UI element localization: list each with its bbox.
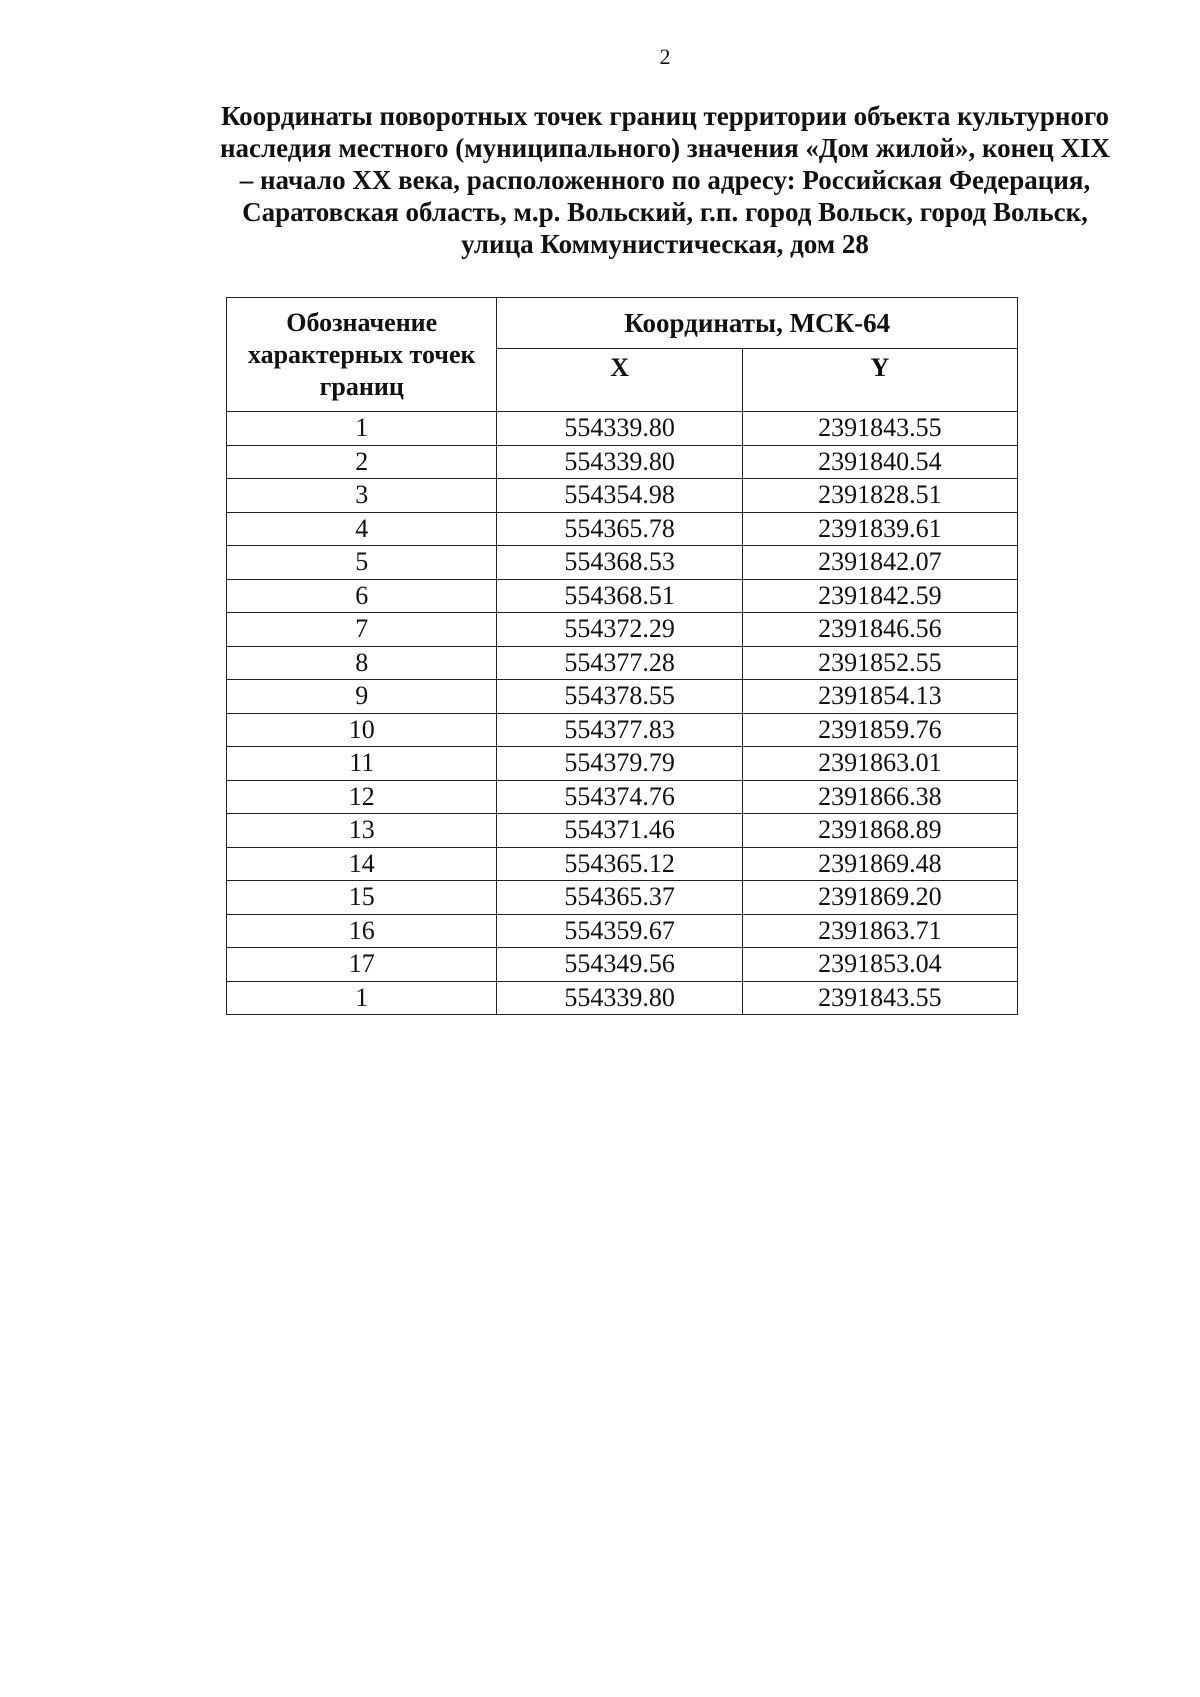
x-coordinate-cell: 554359.67: [497, 914, 742, 948]
title-line: – начало XX века, расположенного по адресу: Российская Федерация,: [239, 165, 1091, 195]
point-cell: 3: [227, 479, 497, 513]
point-cell: 2: [227, 445, 497, 479]
x-coordinate-cell: 554377.83: [497, 713, 742, 747]
point-cell: 7: [227, 613, 497, 647]
table-row: [227, 613, 1018, 647]
x-coordinate-cell: 554339.80: [497, 981, 742, 1015]
title-line: улица Коммунистическая, дом 28: [461, 229, 869, 259]
table-row: [227, 445, 1018, 479]
page-number: 2: [659, 44, 671, 69]
table-row: [227, 981, 1018, 1015]
point-cell: 1: [227, 981, 497, 1015]
y-coordinate-cell: 2391859.76: [742, 713, 1017, 747]
point-cell: 8: [227, 646, 497, 680]
header-x: X: [497, 349, 742, 412]
table-row: [227, 646, 1018, 680]
x-coordinate-cell: 554371.46: [497, 814, 742, 848]
header-coordinates: Координаты, МСК-64: [497, 298, 1018, 349]
y-coordinate-cell: 2391828.51: [742, 479, 1017, 513]
table-row: [227, 546, 1018, 580]
y-coordinate-cell: 2391846.56: [742, 613, 1017, 647]
y-coordinate-cell: 2391854.13: [742, 680, 1017, 714]
header-point-designation: Обозначение характерных точек границ: [227, 298, 497, 412]
point-cell: 4: [227, 512, 497, 546]
y-coordinate-cell: 2391869.20: [742, 881, 1017, 915]
x-coordinate-cell: 554339.80: [497, 412, 742, 446]
x-coordinate-cell: 554368.53: [497, 546, 742, 580]
y-coordinate-cell: 2391840.54: [742, 445, 1017, 479]
x-coordinate-cell: 554368.51: [497, 579, 742, 613]
y-coordinate-cell: 2391839.61: [742, 512, 1017, 546]
x-coordinate-cell: 554365.78: [497, 512, 742, 546]
table-row: [227, 914, 1018, 948]
header-y: Y: [742, 349, 1017, 412]
x-coordinate-cell: 554372.29: [497, 613, 742, 647]
x-coordinate-cell: 554374.76: [497, 780, 742, 814]
table-body: [227, 412, 1018, 1015]
point-cell: 10: [227, 713, 497, 747]
y-coordinate-cell: 2391866.38: [742, 780, 1017, 814]
document-title: [180, 100, 1150, 260]
table-row: [227, 814, 1018, 848]
point-cell: 1: [227, 412, 497, 446]
y-coordinate-cell: 2391868.89: [742, 814, 1017, 848]
table-row: [227, 412, 1018, 446]
table-row: [227, 579, 1018, 613]
y-coordinate-cell: 2391863.01: [742, 747, 1017, 781]
point-cell: 14: [227, 847, 497, 881]
y-coordinate-cell: 2391842.07: [742, 546, 1017, 580]
x-coordinate-cell: 554349.56: [497, 948, 742, 982]
table-row: [227, 747, 1018, 781]
coordinates-table: [226, 297, 1018, 1015]
point-cell: 5: [227, 546, 497, 580]
table-row: [227, 512, 1018, 546]
point-cell: 16: [227, 914, 497, 948]
point-cell: 6: [227, 579, 497, 613]
table-row: [227, 713, 1018, 747]
table-row: [227, 680, 1018, 714]
y-coordinate-cell: 2391863.71: [742, 914, 1017, 948]
point-cell: 9: [227, 680, 497, 714]
point-cell: 12: [227, 780, 497, 814]
x-coordinate-cell: 554365.37: [497, 881, 742, 915]
table-row: [227, 881, 1018, 915]
y-coordinate-cell: 2391869.48: [742, 847, 1017, 881]
point-cell: 13: [227, 814, 497, 848]
title-line: Саратовская область, м.р. Вольский, г.п. город Вольск, город Вольск,: [242, 197, 1088, 227]
table-row: [227, 479, 1018, 513]
title-line: Координаты поворотных точек границ территории объекта культурного: [220, 101, 1110, 131]
table-row: [227, 780, 1018, 814]
y-coordinate-cell: 2391843.55: [742, 412, 1017, 446]
x-coordinate-cell: 554339.80: [497, 445, 742, 479]
x-coordinate-cell: 554378.55: [497, 680, 742, 714]
point-cell: 17: [227, 948, 497, 982]
x-coordinate-cell: 554354.98: [497, 479, 742, 513]
y-coordinate-cell: 2391843.55: [742, 981, 1017, 1015]
table-row: [227, 847, 1018, 881]
y-coordinate-cell: 2391842.59: [742, 579, 1017, 613]
point-cell: 15: [227, 881, 497, 915]
table-row: [227, 948, 1018, 982]
x-coordinate-cell: 554365.12: [497, 847, 742, 881]
title-line: наследия местного (муниципального) значения «Дом жилой», конец XIX: [219, 133, 1111, 163]
y-coordinate-cell: 2391853.04: [742, 948, 1017, 982]
x-coordinate-cell: 554377.28: [497, 646, 742, 680]
point-cell: 11: [227, 747, 497, 781]
x-coordinate-cell: 554379.79: [497, 747, 742, 781]
y-coordinate-cell: 2391852.55: [742, 646, 1017, 680]
